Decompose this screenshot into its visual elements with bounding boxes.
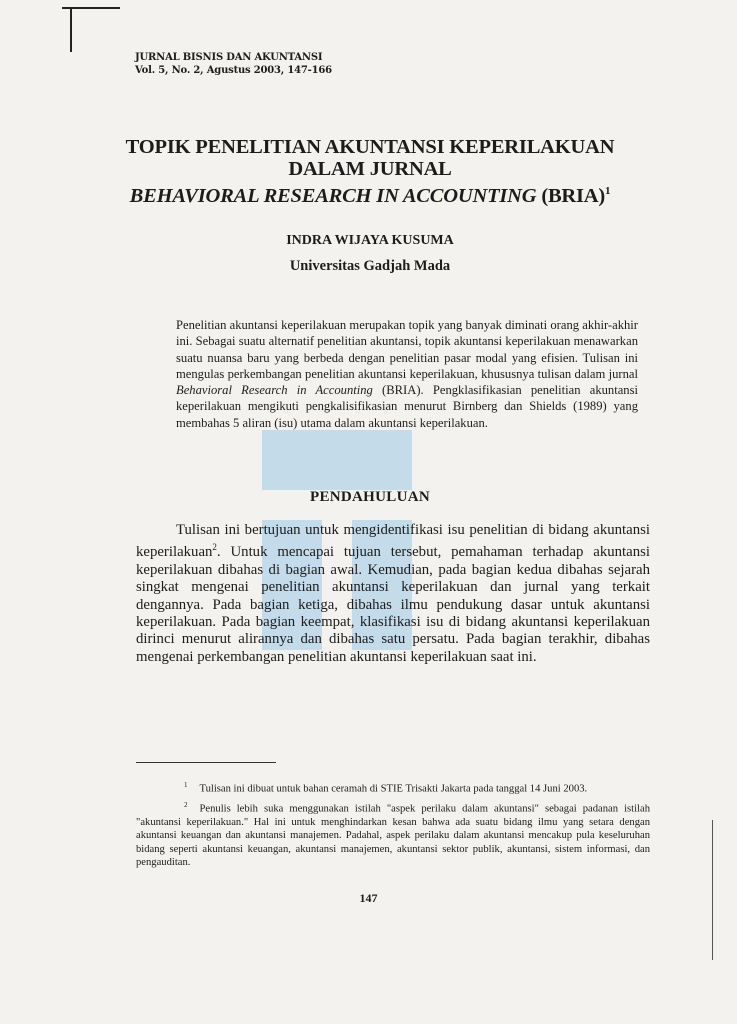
title-line-3 bbox=[100, 180, 640, 207]
title-journal-name: BEHAVIORAL RESEARCH IN ACCOUNTING bbox=[129, 184, 537, 207]
footnote-2 bbox=[136, 799, 650, 870]
crop-mark-vertical bbox=[70, 8, 72, 52]
journal-name: JURNAL BISNIS DAN AKUNTANSI bbox=[135, 52, 323, 63]
journal-volume: Vol. 5, No. 2, Agustus 2003, 147-166 bbox=[135, 65, 332, 76]
abstract-journal-italic: Behavioral Research in Accounting bbox=[176, 383, 373, 398]
author-affiliation: Universitas Gadjah Mada bbox=[289, 258, 451, 274]
abstract-text-2: (BRIA). Pengklasifikasian penelitian akuntansi keperilakuan mengikuti pengkalisifikasian menurut Birnberg dan Shields (1989) yang membahas 5 aliran (isu) utama dalam akuntansi keperilakuan. bbox=[176, 383, 638, 430]
section-heading: PENDAHULUAN bbox=[310, 489, 430, 505]
footnotes bbox=[136, 779, 650, 873]
title-abbreviation: (BRIA) bbox=[541, 184, 606, 207]
footnote-2-mark: 2 bbox=[184, 800, 188, 809]
paper-title bbox=[100, 136, 640, 207]
journal-header bbox=[135, 51, 332, 77]
intro-body bbox=[136, 522, 650, 666]
intro-text-2: . Untuk mencapai tujuan tersebut, pemahaman terhadap akuntansi keperilakuan dibahas di bagian awal. Kemudian, pada bagian kedua dibahas sejarah singkat mengenai penelitian akuntansi keperilakuan dan jurnal yang terkait dengannya. Pada bagian ketiga, dibahas ilmu pendukung dasar untuk akuntansi keperilakuan. Pada bagian keempat, klasifikasi isu di bidang akuntansi keperilakuan dirinci menurut alirannya dan dibahas satu persatu. Pada bagian terakhir, dibahas mengenai perkembangan penelitian akuntansi keperilakuan saat ini. bbox=[136, 544, 650, 665]
scan-edge-right bbox=[712, 820, 713, 960]
footnote-1 bbox=[136, 779, 650, 796]
title-line-2: DALAM JURNAL bbox=[288, 158, 452, 180]
title-line-1: TOPIK PENELITIAN AKUNTANSI KEPERILAKUAN bbox=[125, 136, 615, 158]
footnote-divider bbox=[136, 762, 276, 763]
title-footnote-mark: 1 bbox=[605, 185, 611, 197]
abstract-paragraph bbox=[176, 317, 638, 431]
abstract-text-1: Penelitian akuntansi keperilakuan merupakan topik yang banyak diminati orang akhir-akhir ini. Sebagai suatu alternatif penelitian akuntansi, topik akuntansi keperilakuan menawarkan suatu nuansa baru yang berbeda dengan penelitian pasar modal yang efisien. Tulisan ini mengulas perkembangan penelitian akuntansi keperilakuan, khususnya tulisan dalam jurnal bbox=[176, 318, 638, 381]
page-number: 147 bbox=[359, 891, 378, 905]
footnote-1-text: Tulisan ini dibuat untuk bahan ceramah di STIE Trisakti Jakarta pada tanggal 14 Juni 2003. bbox=[199, 783, 588, 795]
abstract bbox=[176, 317, 638, 431]
footnote-1-mark: 1 bbox=[184, 781, 188, 789]
intro-footnote-mark: 2 bbox=[212, 542, 217, 553]
intro-paragraph bbox=[136, 522, 650, 666]
intro-text-1: Tulisan ini bertujuan untuk mengidentifikasi isu penelitian di bidang akuntansi keperilakuan bbox=[136, 522, 650, 561]
author-name: INDRA WIJAYA KUSUMA bbox=[286, 233, 454, 248]
footnote-2-text: Penulis lebih suka menggunakan istilah "aspek perilaku dalam akuntansi" sebagai padanan istilah "akuntansi keperilakuan." Hal ini untuk menghindarkan kesan bahwa ada suatu bidang ilmu yang setara dengan akuntansi keuangan dan akuntansi manajemen. Padahal, aspek perilaku dalam akuntansi mencakup pula keseluruhan bidang seperti akuntansi keuangan, akuntansi manajemen, akuntansi sektor publik, akuntansi, sistem informasi, dan pengauditan. bbox=[136, 803, 650, 869]
